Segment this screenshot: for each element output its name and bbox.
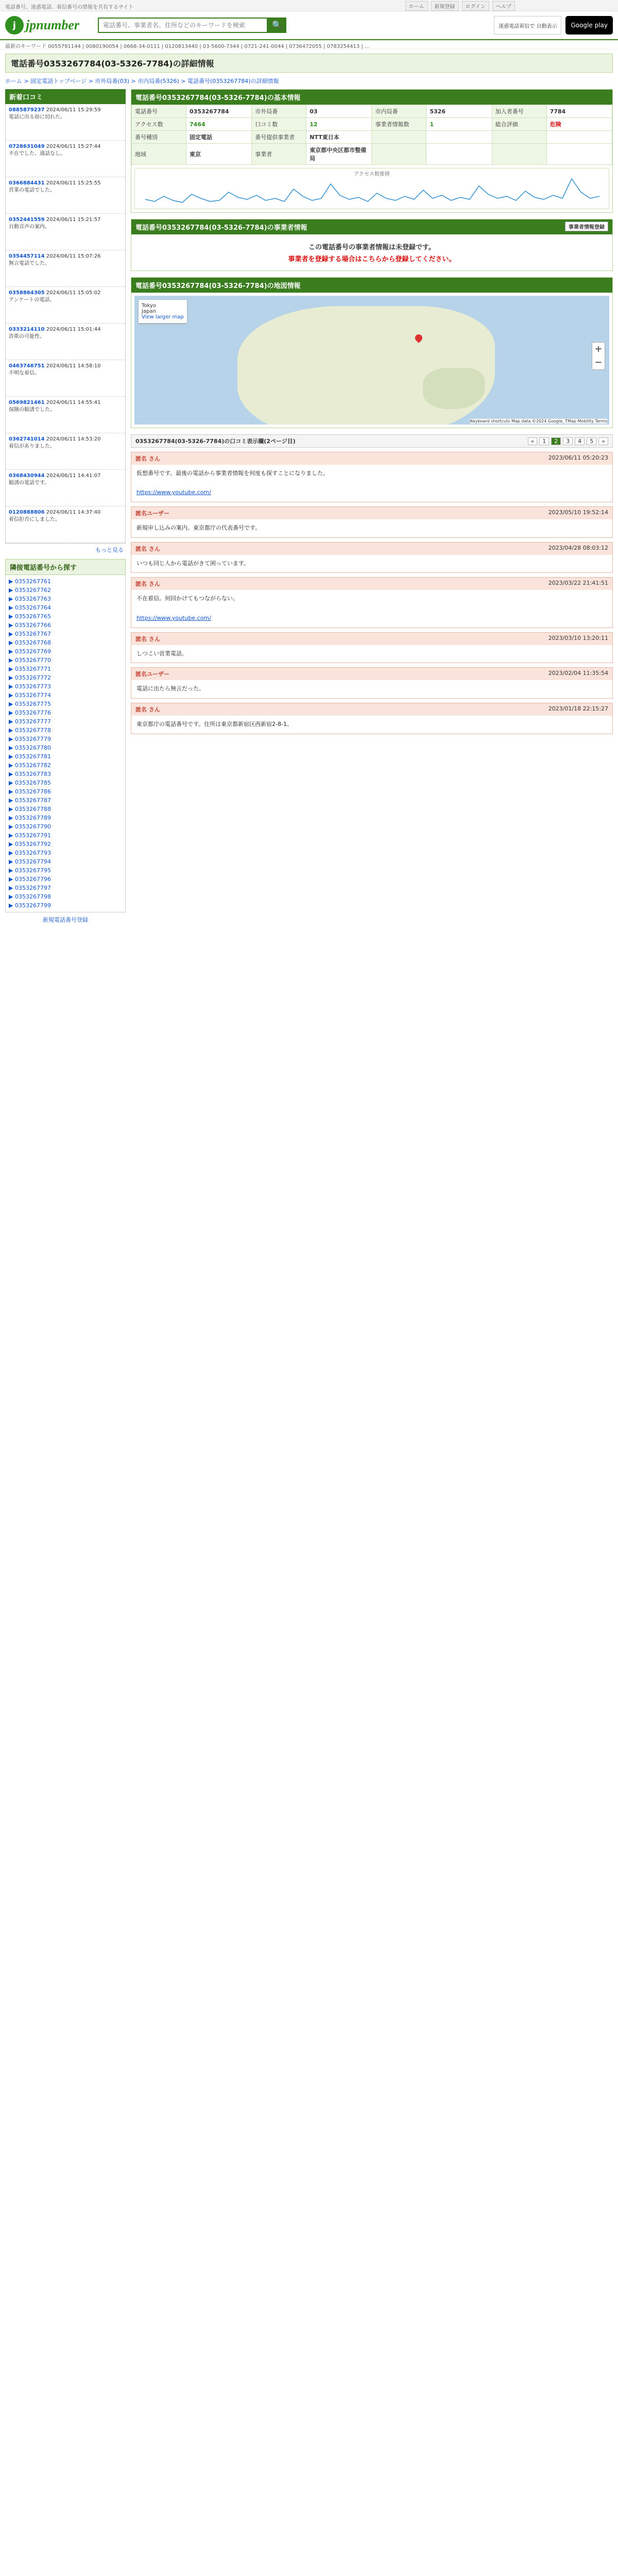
logo-mark: j	[5, 16, 24, 35]
info-row	[132, 144, 612, 165]
comment-line	[136, 479, 607, 488]
top-link-home[interactable]: ホーム	[405, 1, 428, 11]
recent-text: 勧誘の電話です。	[9, 480, 50, 486]
info-key: 電話番号	[132, 105, 186, 118]
search-bar	[98, 18, 286, 33]
comment-line[interactable]: https://www.youtube.com/	[136, 489, 211, 496]
comment-date: 2023/03/10 13:20:11	[548, 634, 608, 641]
map-view[interactable]	[134, 296, 609, 425]
comment-line: 仮想番号です。最後の電話から事業者情報を何度も探すことになりました。	[136, 470, 329, 477]
comment-card	[131, 452, 613, 502]
nearby-number-link[interactable]: ▶ 0353267793	[9, 850, 51, 856]
info-key: 市内局番	[372, 105, 426, 118]
info-key	[492, 144, 546, 165]
comment-line: 新規申し込みの案内。東京都庁の代表番号です。	[136, 524, 261, 532]
comment-body	[131, 680, 612, 698]
comment-card	[131, 632, 613, 664]
comment-author: 匿名 さん	[135, 706, 160, 713]
info-key: 事業者	[252, 144, 306, 165]
comment-body	[131, 716, 612, 734]
comment-line: いつも同じ人から電話がきて困っています。	[136, 560, 250, 567]
info-value	[426, 131, 492, 144]
nearby-number-link[interactable]: ▶ 0353267782	[9, 762, 51, 769]
comment-date: 2023/02/04 11:35:54	[548, 670, 608, 677]
recent-number[interactable]: 0362741014	[9, 436, 45, 442]
register-number-button[interactable]: 新規電話番号登録	[43, 917, 88, 923]
map-attribution: Keyboard shortcuts Map data ©2024 Google, TMap Mobility Terms	[470, 419, 607, 423]
owner-info-heading	[131, 219, 612, 234]
logo-text: jpnumber	[26, 18, 80, 32]
info-row	[132, 118, 612, 131]
info-key: 口コミ数	[252, 118, 306, 131]
comment-card	[131, 703, 613, 734]
info-value	[546, 144, 612, 165]
nearby-number-link[interactable]: ▶ 0353267786	[9, 788, 51, 795]
recent-date: 2024/06/11 14:41:07	[44, 473, 101, 479]
info-value: 12	[306, 118, 372, 131]
zoom-out-icon[interactable]: −	[594, 357, 603, 368]
owner-register-button[interactable]: 事業者情報登録	[565, 222, 608, 231]
comment-date: 2023/04/28 08:03:12	[548, 544, 608, 551]
comments-heading: 0353267784(03-5326-7784)の口コミ表示欄(2ページ目)	[135, 438, 296, 445]
pagination	[528, 437, 608, 445]
recent-text: 着信がありました。	[9, 444, 55, 449]
nearby-numbers-list	[5, 575, 126, 912]
recent-text: 電話に出る前に切れた。	[9, 114, 65, 120]
nearby-number-link[interactable]: ▶ 0353267768	[9, 639, 51, 646]
nearby-number-link[interactable]: ▶ 0353267775	[9, 701, 51, 707]
owner-info-box	[131, 219, 613, 271]
top-link-register[interactable]: 新規登録	[431, 1, 459, 11]
comment-body	[131, 590, 612, 627]
top-link-login[interactable]: ログイン	[462, 1, 490, 11]
comment-date: 2023/06/11 05:20:23	[548, 454, 608, 461]
info-value: 1	[426, 118, 492, 131]
nearby-number-link[interactable]: ▶ 0353267761	[9, 578, 51, 585]
recent-date: 2024/06/11 14:55:41	[44, 400, 101, 405]
nearby-number-link[interactable]: ▶ 0353267778	[9, 727, 51, 734]
list-item[interactable]	[6, 397, 125, 433]
comment-author: 匿名ユーザー	[135, 510, 169, 517]
info-key: 加入者番号	[492, 105, 546, 118]
nearby-number-link[interactable]: ▶ 0353267766	[9, 622, 51, 629]
comment-body	[131, 645, 612, 663]
basic-info-heading: 電話番号0353267784(03-5326-7784)の基本情報	[131, 90, 612, 105]
recent-date: 2024/06/11 14:58:10	[44, 363, 101, 369]
comment-line[interactable]: https://www.youtube.com/	[136, 614, 211, 621]
info-value	[546, 131, 612, 144]
recent-number[interactable]: 0358864305	[9, 290, 45, 296]
page-button[interactable]: 2	[551, 437, 561, 445]
map-larger-link[interactable]: View larger map	[142, 314, 184, 320]
list-item[interactable]	[6, 287, 125, 324]
recent-date: 2024/06/11 15:05:02	[44, 290, 101, 296]
info-key: 市外局番	[252, 105, 306, 118]
comment-header	[131, 703, 612, 716]
map-land-peninsula	[423, 368, 485, 409]
recent-number[interactable]: 0885879237	[9, 107, 45, 113]
comment-author: 匿名 さん	[135, 455, 160, 462]
list-item[interactable]	[6, 324, 125, 360]
nearby-number-link[interactable]: ▶ 0353267797	[9, 885, 51, 891]
recent-number[interactable]: 0368430944	[9, 473, 45, 479]
comment-header	[131, 507, 612, 519]
search-button[interactable]: 🔍	[268, 18, 286, 33]
list-item[interactable]	[6, 360, 125, 397]
nearby-number-link[interactable]: ▶ 0353267792	[9, 841, 51, 848]
nearby-numbers-heading: 隣接電話番号から探す	[5, 559, 126, 575]
nearby-number-link[interactable]: ▶ 0353267789	[9, 815, 51, 821]
recent-text: 保険の勧誘でした。	[9, 407, 55, 413]
nearby-number-link[interactable]: ▶ 0353267796	[9, 876, 51, 883]
basic-info-table	[131, 105, 612, 165]
access-graph-label: アクセス数推移	[354, 172, 390, 177]
comment-author: 匿名 さん	[135, 581, 160, 588]
left-sidebar	[5, 89, 126, 927]
comment-author: 匿名 さん	[135, 635, 160, 642]
page-title: 電話番号0353267784(03-5326-7784)の詳細情報	[5, 54, 613, 73]
recent-number[interactable]: 0120888806	[9, 510, 45, 515]
recent-number[interactable]: 0352441559	[9, 217, 45, 223]
recent-number[interactable]: 0354457114	[9, 253, 45, 259]
nearby-number-link[interactable]: ▶ 0353267767	[9, 631, 51, 637]
nearby-number-link[interactable]: ▶ 0353267773	[9, 683, 51, 690]
nearby-number-link[interactable]: ▶ 0353267769	[9, 648, 51, 655]
nearby-number-link[interactable]: ▶ 0353267787	[9, 797, 51, 804]
recent-date: 2024/06/11 15:01:44	[44, 327, 101, 332]
prev-page-button[interactable]: «	[528, 437, 538, 445]
comment-header	[131, 543, 612, 555]
more-link[interactable]: もっと見る	[95, 547, 124, 553]
info-key: 地域	[132, 144, 186, 165]
map-heading: 電話番号0353267784(03-5326-7784)の地図情報	[131, 278, 612, 293]
recent-date: 2024/06/11 14:37:40	[44, 510, 101, 515]
comment-line: 東京都庁の電話番号です。住所は東京都新宿区西新宿2-8-1。	[136, 720, 293, 727]
header-badges	[494, 16, 613, 35]
owner-line-2[interactable]: 事業者を登録する場合はこちらから登録してください。	[288, 256, 456, 263]
latest-keywords: 最新のキーワード 0055791144 | 0080190054 | 0668-34-0111 | 0120813440 | 03-5600-7344 | 0721-241-0044 | 0736472055 | 0783254413 | ...	[0, 40, 618, 49]
comment-header	[131, 578, 612, 590]
recent-date: 2024/06/11 15:25:55	[44, 180, 101, 186]
nearby-number-link[interactable]: ▶ 0353267764	[9, 604, 51, 611]
recent-text: 詐欺の可能性。	[9, 334, 45, 340]
info-key	[372, 131, 426, 144]
comment-card	[131, 667, 613, 699]
recent-text: 自動音声の案内。	[9, 224, 50, 230]
tagline	[0, 0, 618, 11]
comment-date: 2023/01/18 22:15:27	[548, 705, 608, 712]
nearby-number-link[interactable]: ▶ 0353267780	[9, 744, 51, 751]
nearby-number-link[interactable]: ▶ 0353267783	[9, 771, 51, 777]
list-item[interactable]	[6, 250, 125, 287]
nearby-number-link[interactable]: ▶ 0353267798	[9, 893, 51, 900]
info-key	[372, 144, 426, 165]
page-button[interactable]: 5	[587, 437, 596, 445]
info-value: 固定電話	[186, 131, 252, 144]
owner-info-title: 電話番号0353267784(03-5326-7784)の事業者情報	[135, 224, 307, 232]
recent-text: 無言電話でした。	[9, 261, 50, 266]
recent-date: 2024/06/11 15:29:59	[44, 107, 101, 113]
nearby-number-link[interactable]: ▶ 0353267781	[9, 753, 51, 760]
comment-line	[136, 604, 607, 614]
recent-date: 2024/06/11 14:53:20	[44, 436, 101, 442]
info-key: 番号種別	[132, 131, 186, 144]
comment-line: 不在着信。何回かけてもつながらない。	[136, 595, 238, 602]
list-item[interactable]	[6, 104, 125, 141]
comment-body	[131, 465, 612, 502]
app-info-badge[interactable]: 迷惑電話着信で 自動表示	[494, 16, 561, 35]
recent-date: 2024/06/11 15:21:57	[44, 217, 101, 223]
info-key: アクセス数	[132, 118, 186, 131]
list-item[interactable]	[6, 470, 125, 506]
info-value: 0353267784	[186, 105, 252, 118]
info-value: 7784	[546, 105, 612, 118]
list-item[interactable]	[6, 433, 125, 470]
nearby-number-link[interactable]: ▶ 0353267779	[9, 736, 51, 742]
nearby-number-link[interactable]: ▶ 0353267790	[9, 823, 51, 830]
main-content	[131, 89, 613, 927]
comments-list	[131, 452, 613, 734]
tagline-text: 電話番号、迷惑電話、着信番号の情報を共有するサイト	[5, 5, 134, 10]
page-button[interactable]: 4	[575, 437, 585, 445]
nearby-number-link[interactable]: ▶ 0353267794	[9, 858, 51, 865]
info-key: 総合評価	[492, 118, 546, 131]
comment-line: 電話に出たら無言だった。	[136, 685, 204, 692]
comment-card	[131, 506, 613, 538]
recent-text: 着信拒否にしました。	[9, 517, 60, 522]
logo[interactable]	[5, 14, 82, 37]
recent-date: 2024/06/11 15:07:26	[44, 253, 101, 259]
list-item[interactable]	[6, 214, 125, 250]
nearby-number-link[interactable]: ▶ 0353267776	[9, 709, 51, 716]
nearby-number-link[interactable]: ▶ 0353267788	[9, 806, 51, 812]
nearby-number-link[interactable]: ▶ 0353267763	[9, 596, 51, 602]
owner-line-1: この電話番号の事業者情報は未登録です。	[308, 244, 435, 251]
recent-date: 2024/06/11 15:27:44	[44, 144, 101, 149]
info-value: 5326	[426, 105, 492, 118]
recent-number[interactable]: 0569821461	[9, 400, 45, 405]
nearby-number-link[interactable]: ▶ 0353267770	[9, 657, 51, 664]
recent-text: 営業の電話でした。	[9, 188, 55, 193]
nearby-number-link[interactable]: ▶ 0353267791	[9, 832, 51, 839]
map-box	[131, 277, 613, 428]
map-card	[139, 300, 187, 323]
nearby-number-link[interactable]: ▶ 0353267785	[9, 779, 51, 786]
header	[0, 11, 618, 40]
list-item[interactable]	[6, 506, 125, 543]
comment-card	[131, 577, 613, 628]
page-button[interactable]: 3	[563, 437, 573, 445]
info-value: 東京都中央区都市整備局	[306, 144, 372, 165]
basic-info-box	[131, 89, 613, 213]
google-play-badge[interactable]: Google play	[565, 16, 613, 35]
next-page-button[interactable]: »	[598, 437, 608, 445]
comment-line: しつこい営業電話。	[136, 650, 187, 657]
comment-header	[131, 668, 612, 680]
page-button[interactable]: 1	[539, 437, 549, 445]
recent-number[interactable]: 0463746751	[9, 363, 45, 369]
list-item[interactable]	[6, 141, 125, 177]
info-key: 番号提供事業者	[252, 131, 306, 144]
info-value: 03	[306, 105, 372, 118]
comment-author: 匿名ユーザー	[135, 671, 169, 678]
nearby-number-link[interactable]: ▶ 0353267799	[9, 902, 51, 909]
info-value: 東京	[186, 144, 252, 165]
recent-number[interactable]: 0366884431	[9, 180, 45, 186]
access-line	[145, 179, 599, 202]
info-value: 危険	[546, 118, 612, 131]
breadcrumb-link[interactable]: ホーム > 固定電話トップページ > 市外局番(03) > 市内局番(5326) > 電話番号(0353267784)の詳細情報	[5, 78, 279, 84]
comment-card	[131, 542, 613, 573]
info-value	[426, 144, 492, 165]
list-item[interactable]	[6, 177, 125, 214]
recent-text: 不明な着信。	[9, 370, 40, 376]
comment-author: 匿名 さん	[135, 545, 160, 552]
recent-number[interactable]: 0333214110	[9, 327, 45, 332]
info-row	[132, 105, 612, 118]
nearby-number-link[interactable]: ▶ 0353267765	[9, 613, 51, 620]
comment-header	[131, 633, 612, 645]
map-card-text: Tokyo Japan	[142, 303, 156, 314]
comment-header	[131, 452, 612, 465]
nearby-number-link[interactable]: ▶ 0353267772	[9, 674, 51, 681]
recent-comments-heading: 新着口コミ	[5, 89, 126, 104]
top-links	[405, 1, 516, 11]
zoom-in-icon[interactable]: +	[594, 344, 603, 354]
nearby-number-link[interactable]: ▶ 0353267771	[9, 666, 51, 672]
comment-body	[131, 519, 612, 537]
nearby-number-link[interactable]: ▶ 0353267795	[9, 867, 51, 874]
info-value: 7464	[186, 118, 252, 131]
map-zoom-control	[592, 342, 605, 370]
nearby-number-link[interactable]: ▶ 0353267777	[9, 718, 51, 725]
comments-pager	[131, 434, 613, 448]
top-link-help[interactable]: ヘルプ	[492, 1, 515, 11]
info-key	[492, 131, 546, 144]
recent-text: 不在でした、通話なし。	[9, 151, 65, 157]
nearby-number-link[interactable]: ▶ 0353267774	[9, 692, 51, 699]
info-key: 事業者情報数	[372, 118, 426, 131]
recent-comments-list	[5, 104, 126, 544]
comment-body	[131, 555, 612, 573]
nearby-number-link[interactable]: ▶ 0353267762	[9, 587, 51, 594]
info-value: NTT東日本	[306, 131, 372, 144]
comment-date: 2023/05/10 19:52:14	[548, 509, 608, 516]
search-input[interactable]	[98, 18, 268, 33]
owner-info-message	[131, 234, 612, 270]
info-row	[132, 131, 612, 144]
comment-date: 2023/03/22 21:41:51	[548, 580, 608, 587]
recent-text: アンケートの電話。	[9, 297, 55, 303]
access-graph	[134, 168, 609, 209]
recent-number[interactable]: 0728631049	[9, 144, 45, 149]
breadcrumb	[0, 77, 618, 85]
